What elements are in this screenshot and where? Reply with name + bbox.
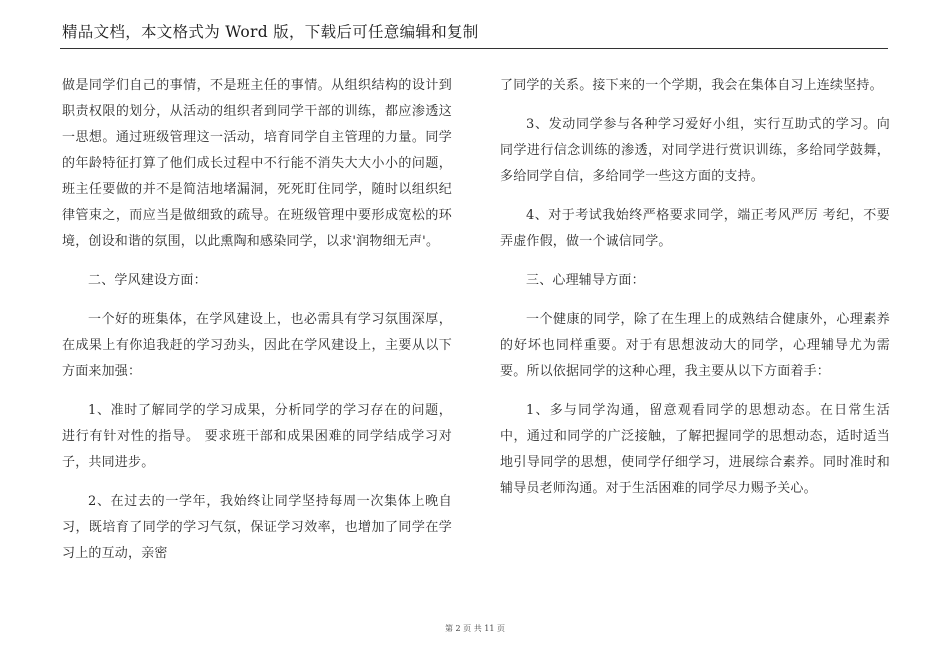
paragraph: 一个健康的同学，除了在生理上的成熟结合健康外，心理素养的好坏也同样重要。对于有思想波动大的同学，心理辅导尤为需要。所以依据同学的这种心理，我主要从以下方面着手： — [500, 312, 890, 379]
left-column — [62, 73, 452, 567]
section-heading-study-style: 二、学风建设方面： — [88, 273, 207, 288]
list-item: 1、多与同学沟通，留意观看同学的思想动态。在日常生活中，通过和同学的广泛接触，了解把握同学的思想动态，适时适当地引导同学的思想，使同学仔细学习，进展综合素养。同时准时和辅导员老师沟通。对于生活困难的同学尽力赐予关心。 — [500, 403, 890, 496]
paragraph: 做是同学们自己的事情，不是班主任的事情。从组织结构的设计到职责权限的划分，从活动的组织者到同学干部的训练，都应渗透这一思想。通过班级管理这一活动，培育同学自主管理的力量。同学的年龄特征打算了他们成长过程中不行能不消失大大小小的问题，班主任要做的并不是简洁地堵漏洞，死死盯住同学，随时以组织纪律管束之，而应当是做细致的疏导。在班级管理中要形成宽松的环境，创设和谐的氛围，以此熏陶和感染同学，以求'润物细无声'。 — [62, 78, 452, 249]
list-item: 2、在过去的一学年，我始终让同学坚持每周一次集体上晚自习，既培育了同学的学习气氛，保证学习效率，也增加了同学在学习上的互动，亲密 — [62, 494, 452, 561]
list-item: 1、准时了解同学的学习成果，分析同学的学习存在的问题，进行有针对性的指导。 要求班干部和成果困难的同学结成学习对子，共同进步。 — [62, 403, 452, 470]
section-heading-psychological-guidance: 三、心理辅导方面： — [526, 273, 645, 288]
header-rule — [60, 48, 888, 49]
page-number: 第 2 页 共 11 页 — [445, 624, 505, 633]
paragraph: 了同学的关系。接下来的一个学期，我会在集体自习上连续坚持。 — [500, 78, 883, 93]
paragraph: 一个好的班集体，在学风建设上，也必需具有学习氛围深厚，在成果上有你追我赶的学习劲头，因此在学风建设上，主要从以下方面来加强： — [62, 312, 452, 379]
list-item: 4、对于考试我始终严格要求同学，端正考风严厉 考纪，不要弄虚作假，做一个诚信同学。 — [500, 208, 890, 249]
header-title: 精品文档，本文格式为 Word 版，下载后可任意编辑和复制 — [62, 23, 479, 41]
list-item: 3、发动同学参与各种学习爱好小组，实行互助式的学习。向同学进行信念训练的渗透，对同学进行赏识训练，多给同学鼓舞，多给同学自信，多给同学一些这方面的支持。 — [500, 117, 890, 184]
right-column — [500, 73, 890, 502]
